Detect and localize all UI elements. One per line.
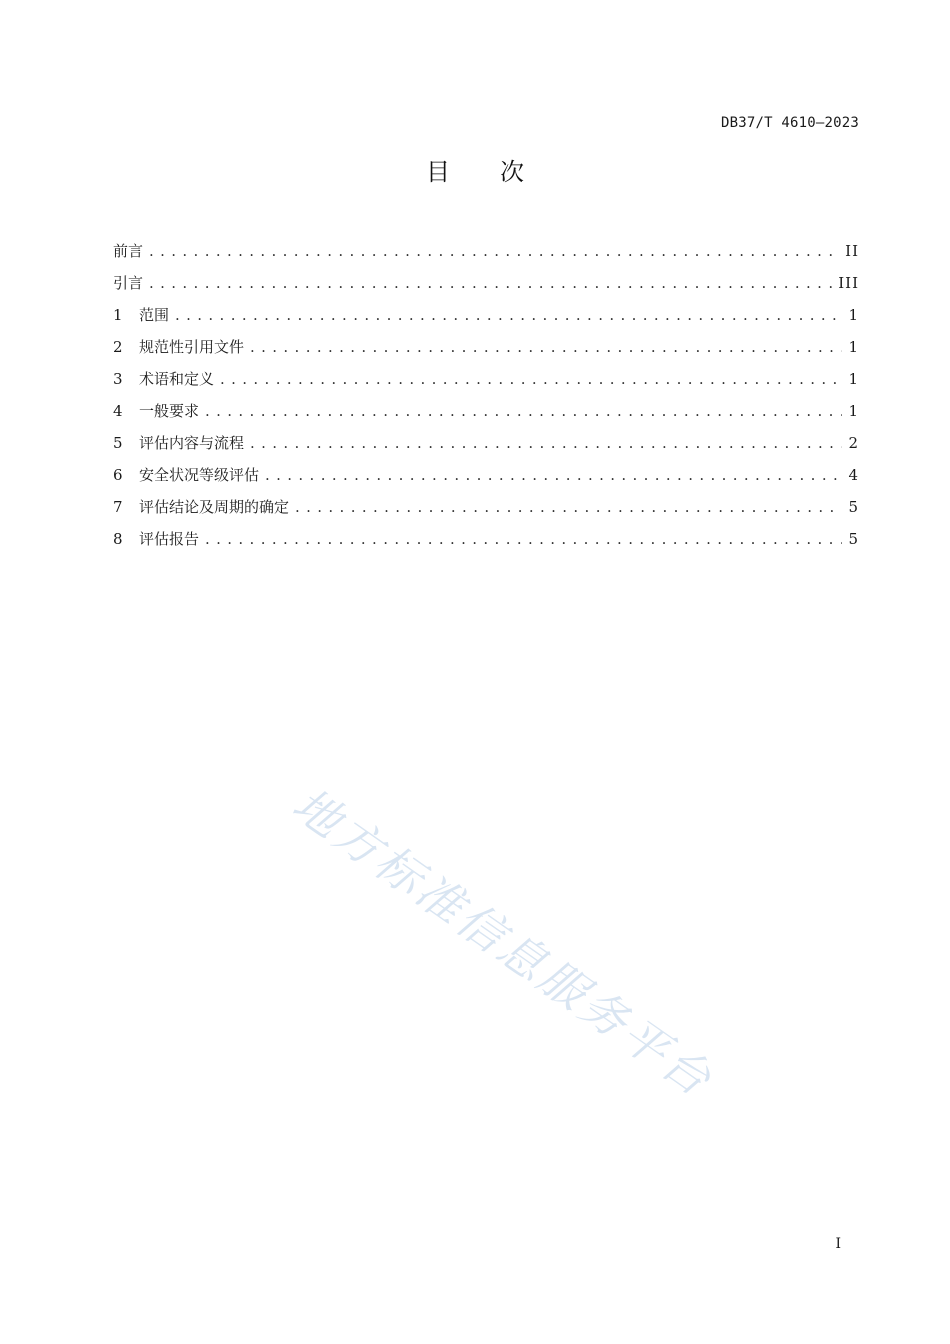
dot-leader [175,302,842,328]
toc-entry-number: 1 [113,306,123,324]
document-code: DB37/T 4610—2023 [720,115,859,131]
dot-leader [205,398,842,424]
page-number: I [835,1236,841,1252]
toc-entry-page: III [838,274,859,292]
dot-leader [250,334,842,360]
toc-entry-introduction[interactable] [113,270,859,302]
watermark: 地方标准信息服务平台 [283,776,724,1108]
toc-entry-4[interactable] [113,398,859,430]
toc-entry-label: 术语和定义 [139,370,215,388]
toc-entry-8[interactable] [113,526,859,558]
toc-entry-6[interactable] [113,462,859,494]
toc-entry-number: 5 [113,434,123,452]
table-of-contents [113,238,859,558]
toc-entry-3[interactable] [113,366,859,398]
dot-leader [295,494,842,520]
toc-entry-7[interactable] [113,494,859,526]
toc-entry-1[interactable] [113,302,859,334]
toc-entry-label: 评估报告 [139,530,200,548]
toc-entry-page: 5 [848,498,859,516]
toc-entry-number: 4 [113,402,123,420]
dot-leader [149,270,832,296]
dot-leader [205,526,842,552]
dot-leader [220,366,842,392]
toc-entry-label: 引言 [113,274,144,292]
toc-entry-number: 3 [113,370,123,388]
toc-entry-number: 8 [113,530,123,548]
dot-leader [250,430,842,456]
toc-entry-2[interactable] [113,334,859,366]
toc-entry-label: 前言 [113,242,144,260]
page-title: 目次 [426,158,574,186]
dot-leader [149,238,839,264]
toc-entry-page: 5 [848,530,859,548]
toc-entry-number: 6 [113,466,123,484]
dot-leader [265,462,842,488]
toc-entry-page: 1 [848,402,859,420]
toc-entry-page: 4 [848,466,859,484]
toc-entry-label: 一般要求 [139,402,200,420]
toc-entry-page: 1 [848,370,859,388]
toc-entry-label: 范围 [139,306,170,324]
toc-entry-label: 评估结论及周期的确定 [139,498,290,516]
toc-entry-page: II [845,242,859,260]
toc-entry-number: 7 [113,498,123,516]
toc-entry-label: 评估内容与流程 [139,434,245,452]
toc-entry-page: 2 [848,434,859,452]
toc-entry-label: 安全状况等级评估 [139,466,260,484]
toc-entry-5[interactable] [113,430,859,462]
toc-entry-page: 1 [848,338,859,356]
toc-entry-page: 1 [848,306,859,324]
toc-entry-number: 2 [113,338,123,356]
toc-entry-foreword[interactable] [113,238,859,270]
toc-entry-label: 规范性引用文件 [139,338,245,356]
